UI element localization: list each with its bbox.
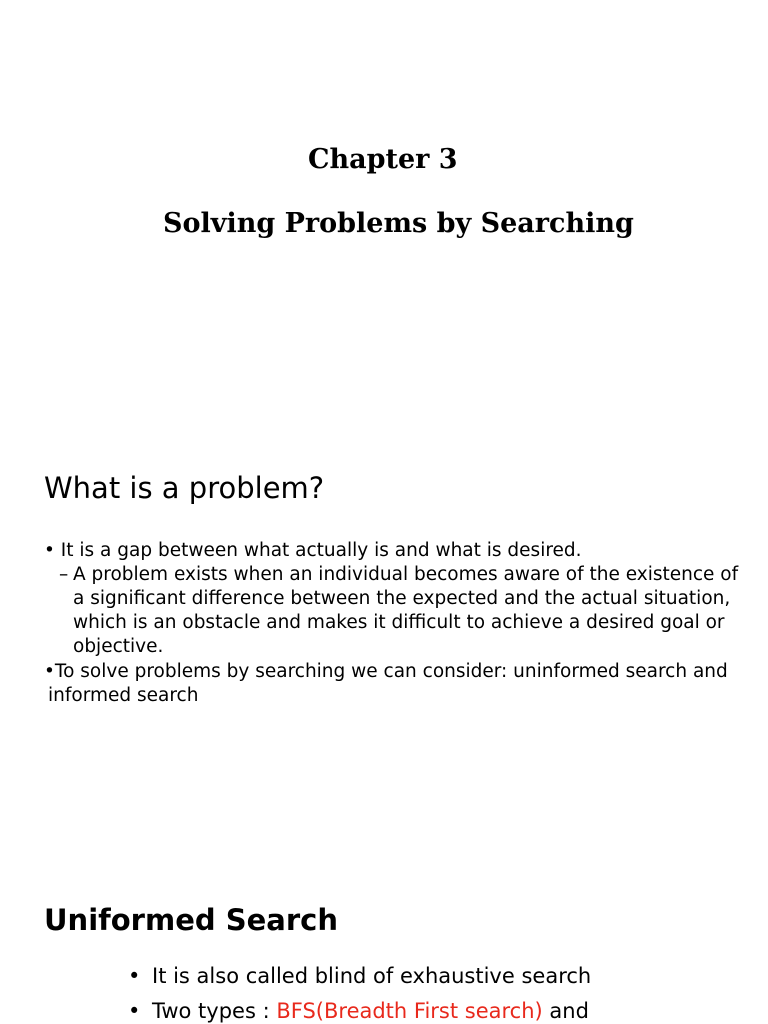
sub-bullet-dash: – (59, 564, 69, 585)
bullet-solve-problems: •To solve problems by searching we can consider: uninformed search and (44, 661, 728, 682)
sub-bullet-problem-exists (73, 563, 738, 659)
chapter-title: Chapter 3 (308, 144, 458, 175)
two-types-suffix: and (542, 999, 589, 1023)
two-types-prefix: Two types : (152, 999, 277, 1023)
bullet-dot: • (128, 964, 141, 988)
bullet-gap-definition: • It is a gap between what actually is and what is desired. (44, 540, 582, 561)
bullet-blind-search: It is also called blind of exhaustive search (152, 964, 592, 988)
sub-bullet-line: objective. (73, 636, 164, 657)
sub-bullet-line: A problem exists when an individual becomes aware of the existence of (73, 564, 739, 585)
bullet-two-types (152, 1001, 589, 1022)
bfs-highlight: BFS(Breadth First search) (276, 999, 543, 1023)
slide-title (0, 0, 768, 420)
slide-what-is-a-problem (0, 420, 768, 880)
bullet-dot: • (128, 999, 141, 1023)
chapter-subtitle: Solving Problems by Searching (163, 208, 634, 239)
slide-heading: What is a problem? (44, 471, 325, 505)
sub-bullet-line: a significant difference between the expected and the actual situation, (73, 588, 731, 609)
sub-bullet-line: which is an obstacle and makes it difficult to achieve a desired goal or (73, 612, 725, 633)
slide-heading: Uniformed Search (44, 903, 338, 937)
bullet-solve-problems-continued: informed search (48, 685, 199, 706)
slide-uniformed-search (0, 880, 768, 1024)
